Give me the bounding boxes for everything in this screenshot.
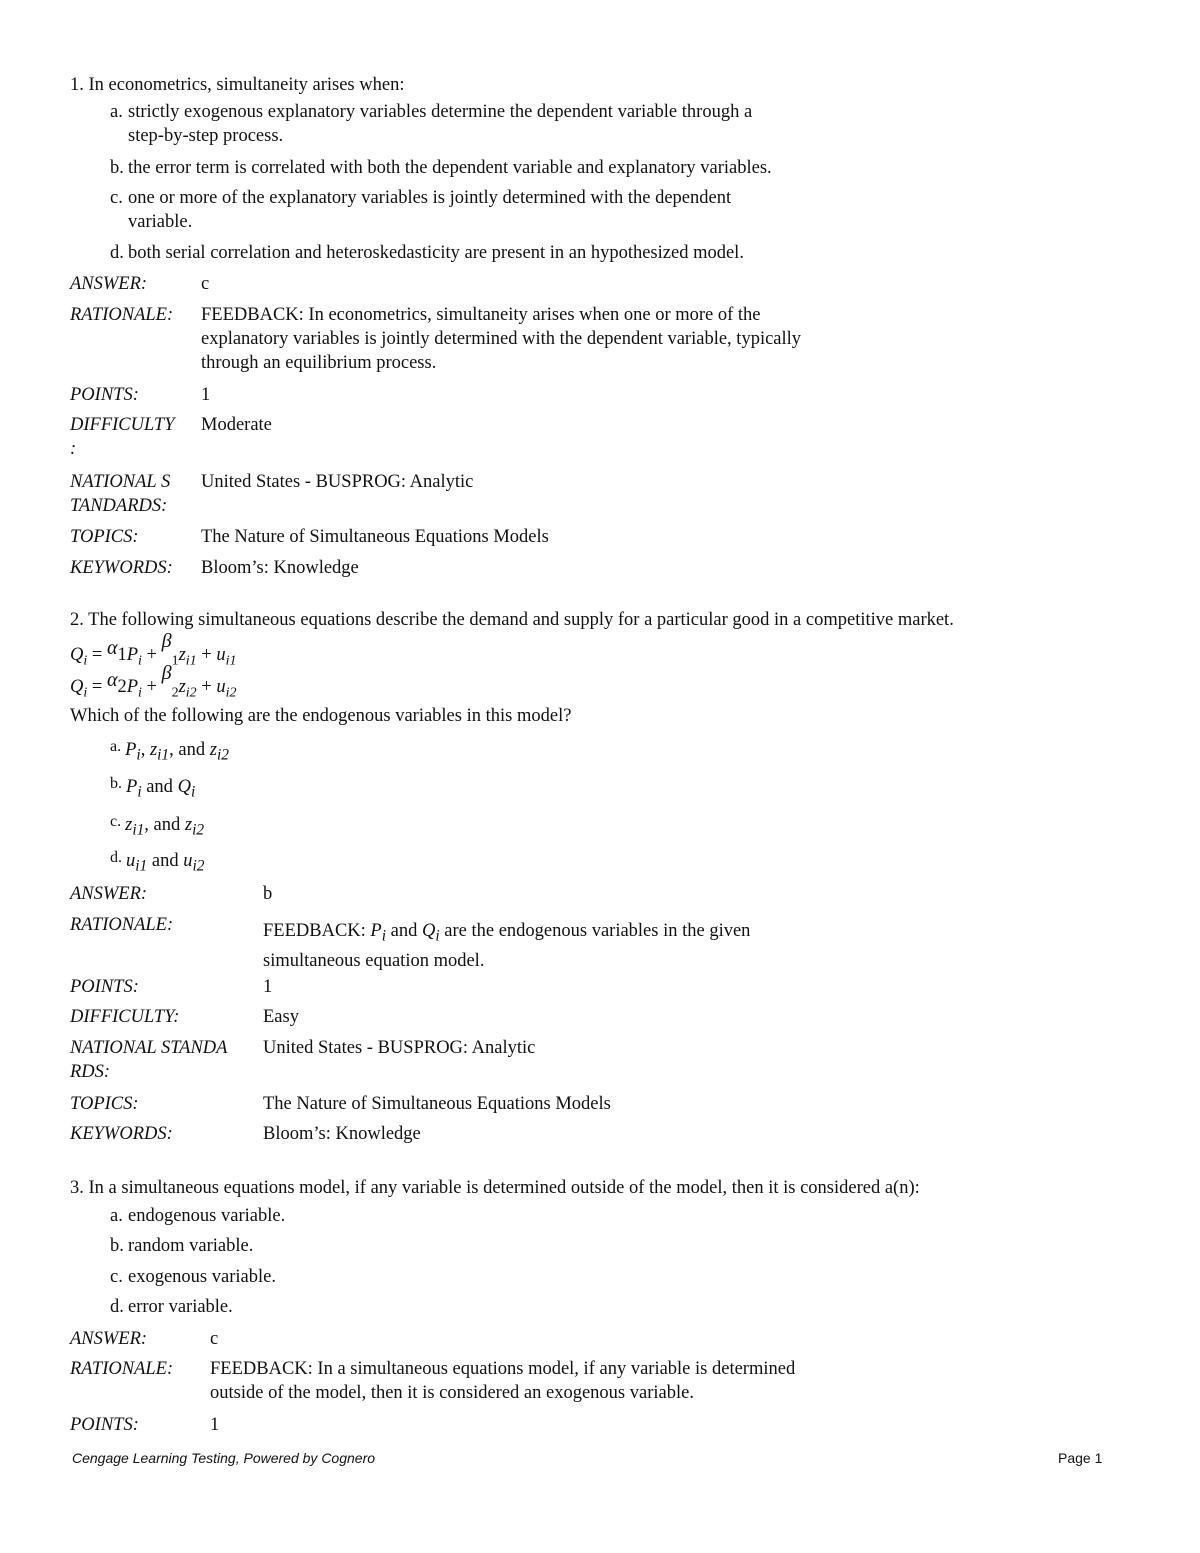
standards-label [70, 470, 198, 518]
var-sub: i1 [157, 746, 170, 764]
question-2-prompt: Which of the following are the endogenous variables in this model? [70, 706, 572, 726]
var-sub: i [190, 783, 196, 801]
page-number: Page 1 [1058, 1450, 1103, 1466]
standards-label [70, 1036, 260, 1084]
standards-label-line: NATIONAL S [70, 472, 171, 492]
eq-sub: i [83, 685, 88, 701]
standards-label-line: TANDARDS: [70, 496, 168, 516]
alpha-symbol: α [106, 669, 118, 691]
question-1-title: 1. In econometrics, simultaneity arises when: [70, 75, 405, 95]
question-3-option-b [110, 1234, 870, 1258]
difficulty-label-line: DIFFICULTY [70, 415, 175, 435]
rationale-line: FEEDBACK: In econometrics, simultaneity arises when one or more of the [201, 305, 761, 325]
points-value: 1 [210, 1415, 220, 1435]
var-sub: i [381, 927, 387, 945]
var: P [126, 777, 138, 797]
points-label: POINTS: [70, 977, 139, 997]
eq-var: z [178, 677, 186, 697]
eq-var: u [216, 645, 226, 665]
topics-value: The Nature of Simultaneous Equations Models [201, 527, 549, 547]
rationale-line: outside of the model, then it is considered an exogenous variable. [210, 1383, 694, 1403]
difficulty-label: DIFFICULTY: [70, 1007, 180, 1027]
points-label: POINTS: [70, 385, 139, 405]
eq-sub: 1 [117, 645, 127, 665]
eq-plus: + [196, 645, 217, 665]
option-text: endogenous variable. [128, 1206, 286, 1226]
eq-sub: i [83, 653, 88, 669]
rationale-line: FEEDBACK: In a simultaneous equations model, if any variable is determined [210, 1359, 796, 1379]
eq-sub: i [138, 653, 142, 669]
eq-sub: i1 [185, 653, 197, 669]
question-3-option-c [110, 1265, 870, 1289]
eq-sub: i1 [225, 653, 237, 669]
rationale-fragment: and [386, 921, 422, 941]
answer-label: ANSWER: [70, 884, 148, 904]
option-label: a. [110, 1206, 123, 1226]
option-text: strictly exogenous explanatory variables determine the dependent variable through a [128, 102, 753, 122]
footer-credit: Cengage Learning Testing, Powered by Cognero [72, 1450, 376, 1466]
eq-sub: i [138, 685, 142, 701]
option-text: exogenous variable. [128, 1267, 276, 1287]
question-3-option-a [110, 1204, 870, 1228]
var: u [183, 851, 193, 871]
keywords-value: Bloom’s: Knowledge [201, 558, 359, 578]
eq-var: u [216, 677, 226, 697]
keywords-label: KEYWORDS: [70, 1124, 173, 1144]
eq-sub: 2 [117, 677, 127, 697]
equation-demand [70, 630, 237, 674]
var: z [184, 815, 193, 835]
option-text: both serial correlation and heteroskedasticity are present in an hypothesized model. [128, 243, 744, 263]
question-1-option-a [110, 100, 870, 148]
var-sub: i [137, 783, 142, 801]
option-label: a. [110, 102, 123, 122]
eq-sign: = [87, 677, 107, 697]
topics-value: The Nature of Simultaneous Equations Models [263, 1094, 611, 1114]
option-label: d. [110, 849, 122, 866]
difficulty-label-line: : [70, 439, 77, 459]
standards-label-line: RDS: [70, 1062, 111, 1082]
option-label: b. [110, 158, 124, 178]
eq-plus: + [141, 645, 162, 665]
option-text: error variable. [128, 1297, 233, 1317]
standards-value: United States - BUSPROG: Analytic [263, 1038, 536, 1058]
var: z [149, 740, 158, 760]
beta-symbol: β [161, 662, 172, 684]
eq-sub: i2 [185, 685, 197, 701]
standards-value: United States - BUSPROG: Analytic [201, 472, 474, 492]
option-text-continued: step-by-step process. [128, 126, 284, 146]
eq-plus: + [196, 677, 217, 697]
option-label: b. [110, 775, 122, 792]
eq-var: Q [70, 645, 84, 665]
separator: , and [169, 740, 210, 760]
var-sub: i2 [192, 857, 205, 875]
question-2-option-a [110, 738, 229, 768]
separator: , [140, 740, 150, 760]
eq-sub: i2 [225, 685, 237, 701]
eq-sub: 2 [171, 685, 179, 701]
rationale-fragment: FEEDBACK: [263, 921, 371, 941]
answer-label: ANSWER: [70, 1329, 148, 1349]
rationale-line [263, 919, 750, 949]
var-sub: i2 [216, 746, 229, 764]
var-sub: i [136, 746, 141, 764]
rationale-label: RATIONALE: [70, 305, 174, 325]
var-sub: i2 [192, 821, 205, 839]
question-2-option-d [110, 849, 204, 879]
eq-var: P [126, 645, 139, 665]
var: z [209, 740, 217, 760]
question-1-option-d [110, 241, 870, 265]
difficulty-value: Moderate [201, 415, 272, 435]
rationale-label: RATIONALE: [70, 1359, 174, 1379]
var-sub: i1 [135, 857, 148, 875]
equation-supply [70, 662, 237, 706]
keywords-value: Bloom’s: Knowledge [263, 1124, 421, 1144]
separator: and [147, 851, 184, 871]
var: Q [421, 921, 436, 941]
points-value: 1 [263, 977, 273, 997]
rationale-text [263, 919, 750, 973]
separator: , and [144, 815, 185, 835]
rationale-label: RATIONALE: [70, 915, 174, 935]
option-label: c. [110, 813, 122, 830]
question-1-option-b [110, 156, 870, 180]
points-label: POINTS: [70, 1415, 139, 1435]
option-label: b. [110, 1236, 124, 1256]
standards-label-line: NATIONAL STANDA [70, 1038, 228, 1058]
rationale-text [201, 303, 801, 375]
question-1-option-c [110, 186, 870, 234]
rationale-text [210, 1357, 795, 1405]
option-text: the error term is correlated with both the dependent variable and explanatory variables. [128, 158, 772, 178]
var: z [125, 815, 133, 835]
answer-label: ANSWER: [70, 274, 148, 294]
rationale-line: explanatory variables is jointly determined with the dependent variable, typically [201, 329, 802, 349]
option-text-continued: variable. [128, 212, 193, 232]
difficulty-label [70, 413, 198, 461]
separator: and [141, 777, 178, 797]
eq-var: P [126, 677, 139, 697]
option-label: c. [110, 188, 123, 208]
eq-sub: 1 [171, 653, 179, 669]
eq-var: Q [70, 677, 84, 697]
var-sub: i1 [132, 821, 145, 839]
option-label: c. [110, 1267, 123, 1287]
question-2-option-c [110, 813, 204, 843]
option-label: d. [110, 243, 124, 263]
var-sub: i [435, 927, 440, 945]
answer-value: b [263, 884, 273, 904]
question-3-title: 3. In a simultaneous equations model, if any variable is determined outside of the model, then it is considered a(n): [70, 1178, 920, 1198]
topics-label: TOPICS: [70, 527, 139, 547]
beta-symbol: β [161, 630, 172, 652]
answer-value: c [201, 274, 210, 294]
var: P [125, 740, 137, 760]
rationale-fragment: are the endogenous variables in the given [439, 921, 751, 941]
eq-var: z [178, 645, 186, 665]
points-value: 1 [201, 385, 211, 405]
difficulty-value: Easy [263, 1007, 299, 1027]
var: P [370, 921, 382, 941]
keywords-label: KEYWORDS: [70, 558, 173, 578]
eq-sign: = [87, 645, 107, 665]
option-text: one or more of the explanatory variables is jointly determined with the dependent [128, 188, 732, 208]
rationale-line: through an equilibrium process. [201, 353, 437, 373]
eq-plus: + [141, 677, 162, 697]
option-label: d. [110, 1297, 124, 1317]
question-2-title: 2. The following simultaneous equations describe the demand and supply for a particular good in a competitive market. [70, 610, 954, 630]
var: Q [177, 777, 191, 797]
answer-value: c [210, 1329, 219, 1349]
question-2-option-b [110, 775, 195, 805]
option-label: a. [110, 738, 122, 755]
rationale-line: simultaneous equation model. [263, 950, 485, 971]
option-text: random variable. [128, 1236, 254, 1256]
var: u [126, 851, 136, 871]
topics-label: TOPICS: [70, 1094, 139, 1114]
question-3-option-d [110, 1295, 870, 1319]
alpha-symbol: α [106, 637, 118, 659]
